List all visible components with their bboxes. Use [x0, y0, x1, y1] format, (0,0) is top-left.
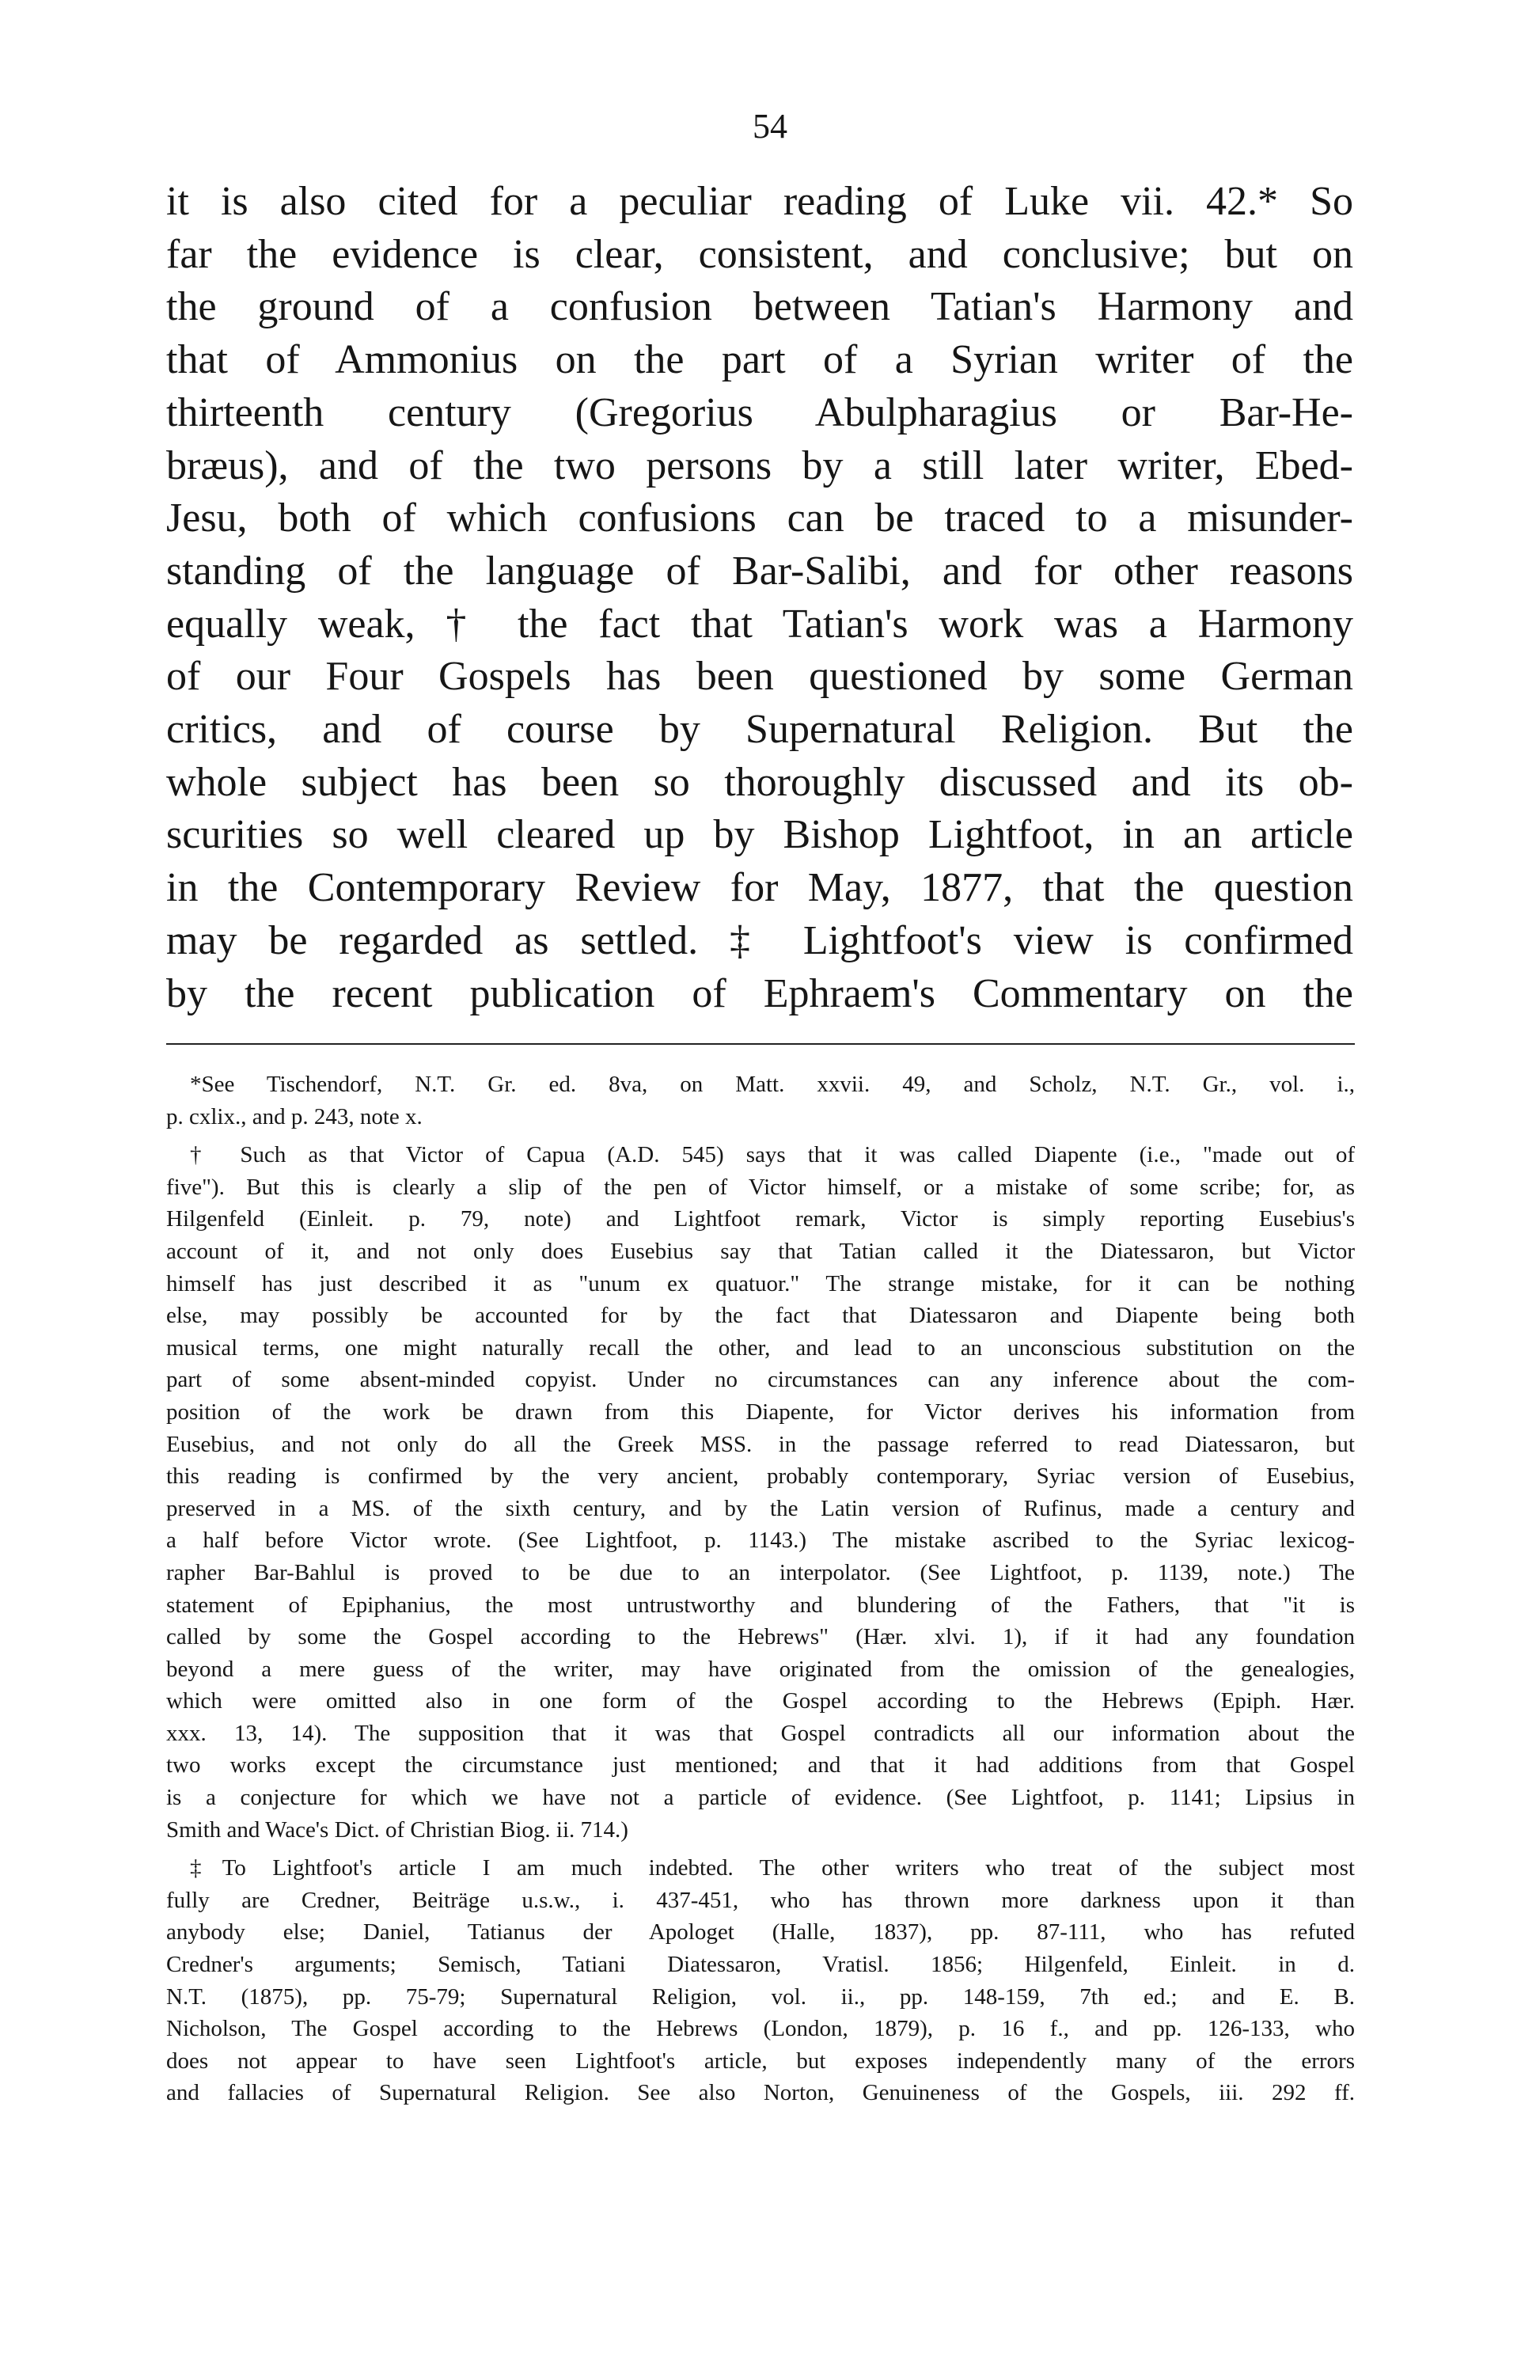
footnote-line: Nicholson, The Gospel according to the Hebrews (London, 1879), p. 16 f., and pp. 126-133, who	[166, 2016, 1355, 2042]
body-line: thirteenth century (Gregorius Abulpharagius or Bar-He-	[166, 389, 1353, 435]
body-line: standing of the language of Bar-Salibi, and for other reasons	[166, 548, 1353, 594]
footnote-line: preserved in a MS. of the sixth century, and by the Latin version of Rufinus, made a century and	[166, 1495, 1355, 1521]
footnote-line: musical terms, one might naturally recall the other, and lead to an unconscious substitution on the	[166, 1334, 1355, 1361]
footnote-line: and fallacies of Supernatural Religion. See also Norton, Genuineness of the Gospels, iii. 292 ff.	[166, 2080, 1355, 2106]
body-line: by the recent publication of Ephraem's Commentary on the	[166, 970, 1353, 1016]
main-text	[166, 176, 1353, 1020]
footnote-line: position of the work be drawn from this Diapente, for Victor derives his information from	[166, 1399, 1355, 1425]
footnote-line: *See Tischendorf, N.T. Gr. ed. 8va, on Matt. xxvii. 49, and Scholz, N.T. Gr., vol. i.,	[190, 1072, 1355, 1097]
body-line: may be regarded as settled. ‡ Lightfoot's view is confirmed	[166, 917, 1353, 963]
footnote-line: called by some the Gospel according to the Hebrews" (Hær. xlvi. 1), if it had any foundation	[166, 1624, 1355, 1650]
footnote-line: p. cxlix., and p. 243, note x.	[166, 1103, 423, 1129]
footnote-line: himself has just described it as "unum ex quatuor." The strange mistake, for it can be nothing	[166, 1270, 1355, 1296]
footnote-line: a half before Victor wrote. (See Lightfoot, p. 1143.) The mistake ascribed to the Syriac lexicog-	[166, 1528, 1355, 1554]
body-line: in the Contemporary Review for May, 1877, that the question	[166, 865, 1353, 911]
body-line: far the evidence is clear, consistent, and conclusive; but on	[166, 231, 1353, 277]
page-number: 54	[753, 107, 787, 146]
footnote-line: xxx. 13, 14). The supposition that it was that Gospel contradicts all our information about the	[166, 1720, 1355, 1746]
body-line: it is also cited for a peculiar reading of Luke vii. 42.* So	[166, 179, 1353, 224]
footnote-line: is a conjecture for which we have not a particle of evidence. (See Lightfoot, p. 1141; Lipsius in	[166, 1785, 1355, 1811]
footnote-divider	[166, 1043, 1355, 1045]
footnote-line: N.T. (1875), pp. 75-79; Supernatural Religion, vol. ii., pp. 148-159, 7th ed.; and E. B.	[166, 1983, 1355, 2010]
body-line: equally weak, † the fact that Tatian's work was a Harmony	[166, 601, 1353, 647]
footnote-line: statement of Epiphanius, the most untrustworthy and blundering of the Fathers, that "it is	[166, 1592, 1355, 1618]
body-line: critics, and of course by Supernatural Religion. But the	[166, 707, 1353, 753]
body-line: scurities so well cleared up by Bishop Lightfoot, in an article	[166, 812, 1353, 858]
footnote-line: which were omitted also in one form of the Gospel according to the Hebrews (Epiph. Hær.	[166, 1688, 1355, 1714]
footnotes	[166, 1069, 1355, 2116]
body-line: of our Four Gospels has been questioned by some German	[166, 654, 1353, 700]
body-line: that of Ammonius on the part of a Syrian writer of the	[166, 337, 1353, 383]
body-line: whole subject has been so thoroughly discussed and its ob-	[166, 759, 1353, 805]
footnote-line: Smith and Wace's Dict. of Christian Biog. ii. 714.)	[166, 1816, 628, 1843]
body-line: the ground of a confusion between Tatian's Harmony and	[166, 284, 1353, 330]
footnote-double-dagger	[166, 1852, 1355, 2109]
footnote-asterisk	[166, 1069, 1355, 1133]
footnote-line: ‡To Lightfoot's article I am much indebted. The other writers who treat of the subject most	[190, 1855, 1355, 1881]
body-line: Jesu, both of which confusions can be traced to a misunder-	[166, 495, 1353, 541]
footnote-line: † Such as that Victor of Capua (A.D. 545) says that it was called Diapente (i.e., "made out of	[190, 1142, 1355, 1168]
footnote-line: account of it, and not only does Eusebius say that Tatian called it the Diatessaron, but Victor	[166, 1238, 1355, 1264]
footnote-dagger	[166, 1139, 1355, 1846]
footnote-line: Hilgenfeld (Einleit. p. 79, note) and Lightfoot remark, Victor is simply reporting Eusebius's	[166, 1206, 1355, 1232]
footnote-line: fully are Credner, Beiträge u.s.w., i. 437-451, who has thrown more darkness upon it than	[166, 1887, 1355, 1913]
footnote-line: Credner's arguments; Semisch, Tatiani Diatessaron, Vratisl. 1856; Hilgenfeld, Einleit. in d.	[166, 1952, 1355, 1978]
footnote-line: this reading is confirmed by the very ancient, probably contemporary, Syriac version of Eusebius,	[166, 1463, 1355, 1490]
footnote-line: five"). But this is clearly a slip of the pen of Victor himself, or a mistake of some scribe; for, as	[166, 1174, 1355, 1200]
footnote-line: rapher Bar-Bahlul is proved to be due to an interpolator. (See Lightfoot, p. 1139, note.) The	[166, 1559, 1355, 1585]
footnote-line: else, may possibly be accounted for by the fact that Diatessaron and Diapente being both	[166, 1303, 1355, 1329]
footnote-line: beyond a mere guess of the writer, may have originated from the omission of the genealogies,	[166, 1656, 1355, 1682]
footnote-line: Eusebius, and not only do all the Greek MSS. in the passage referred to read Diatessaron, but	[166, 1431, 1355, 1457]
body-line: bræus), and of the two persons by a still later writer, Ebed-	[166, 442, 1353, 488]
footnote-line: does not appear to have seen Lightfoot's article, but exposes independently many of the errors	[166, 2048, 1355, 2074]
footnote-line: two works except the circumstance just mentioned; and that it had additions from that Gospel	[166, 1752, 1355, 1778]
footnote-line: part of some absent-minded copyist. Under no circumstances can any inference about the com-	[166, 1367, 1355, 1393]
footnote-line: anybody else; Daniel, Tatianus der Apologet (Halle, 1837), pp. 87-111, who has refuted	[166, 1919, 1355, 1945]
